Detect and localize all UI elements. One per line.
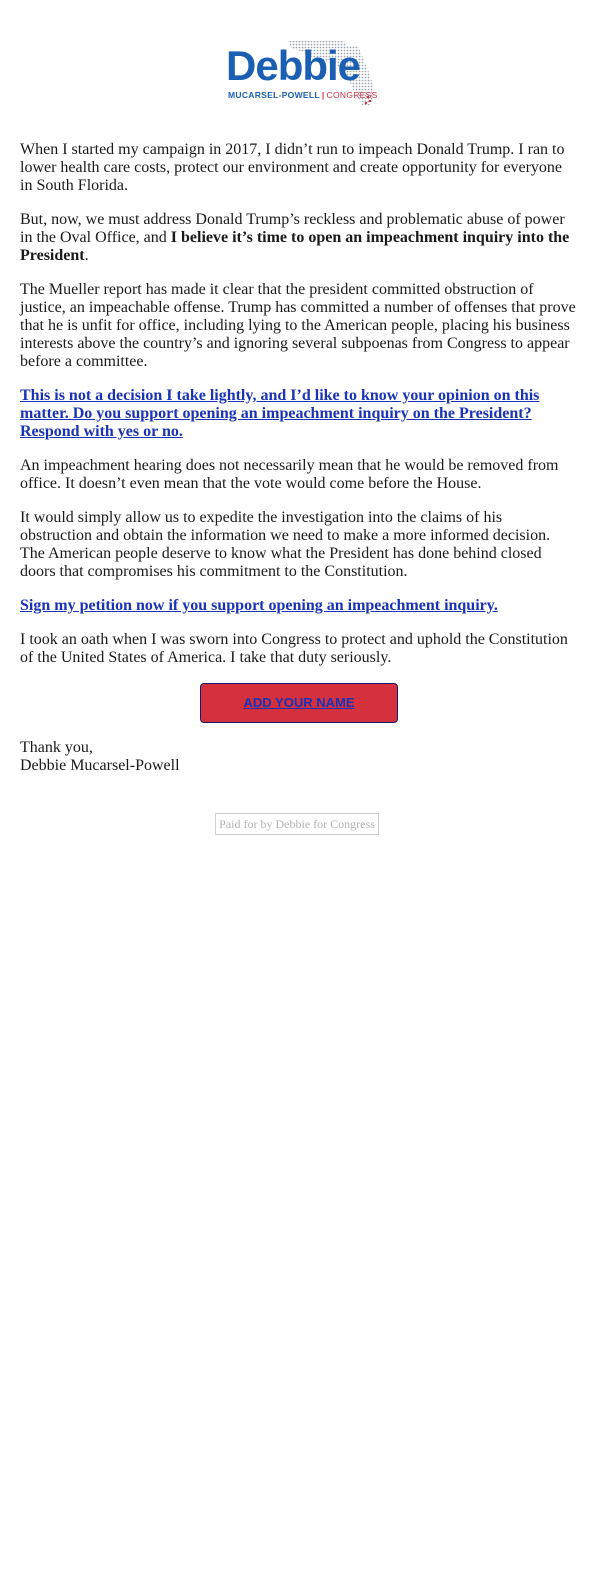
paid-for-disclaimer: Paid for by Debbie for Congress [215, 813, 379, 835]
logo-subtitle-congress: CONGRESS [326, 90, 378, 100]
email-body [20, 141, 578, 791]
logo-subtitle-separator: | [321, 90, 325, 100]
add-your-name-button[interactable]: ADD YOUR NAME [200, 683, 398, 723]
signoff [20, 739, 578, 775]
paragraph-intro: When I started my campaign in 2017, I didn’t run to impeach Donald Trump. I ran to lower health care costs, protect our environment and create opportunity for everyone in South Florida. [20, 141, 565, 194]
paragraph-investigation: It would simply allow us to expedite the investigation into the claims of his obstruction and obtain the information we need to make a more informed decision. The American people deserve to know what the President has done behind closed doors that compromises his commitment to the Constitution. [20, 509, 551, 580]
survey-link[interactable]: This is not a decision I take lightly, and I’d like to know your opinion on this matter. Do you support opening an impeachment inquiry on the President? Respond with yes or no. [20, 387, 540, 440]
logo-name: Debbie [226, 42, 361, 89]
paragraph-impeachment [20, 211, 578, 265]
paragraph-petition [20, 597, 578, 615]
paragraph-impeachment-text: But, now, we must address Donald Trump’s reckless and problematic abuse of power in the Oval Office, and [20, 211, 565, 246]
paragraph-hearing: An impeachment hearing does not necessarily mean that he would be removed from office. It doesn’t even mean that the vote would come before the House. [20, 457, 559, 492]
signoff-thanks: Thank you, [20, 739, 93, 756]
paragraph-impeachment-bold: I believe it’s time to open an impeachment inquiry into the President [20, 229, 570, 264]
paragraph-impeachment-end: . [84, 247, 89, 264]
signoff-signature: Debbie Mucarsel-Powell [20, 757, 180, 774]
logo-subtitle [228, 90, 378, 100]
paragraph-survey [20, 387, 578, 441]
button-wrapper [20, 683, 578, 723]
petition-link[interactable]: Sign my petition now if you support opening an impeachment inquiry. [20, 597, 498, 614]
paragraph-oath: I took an oath when I was sworn into Congress to protect and uphold the Constitution of the United States of America. I take that duty seriously. [20, 631, 568, 666]
paragraph-mueller: The Mueller report has made it clear that the president committed obstruction of justice, an impeachable offense. Trump has committed a number of offenses that prove that he is unfit for office, including lying to the American people, placing his business interests above the country’s and ignoring several subpoenas from Congress to appear before a committee. [20, 281, 576, 370]
logo-subtitle-name: MUCARSEL-POWELL [228, 90, 320, 100]
campaign-logo[interactable] [226, 37, 376, 111]
